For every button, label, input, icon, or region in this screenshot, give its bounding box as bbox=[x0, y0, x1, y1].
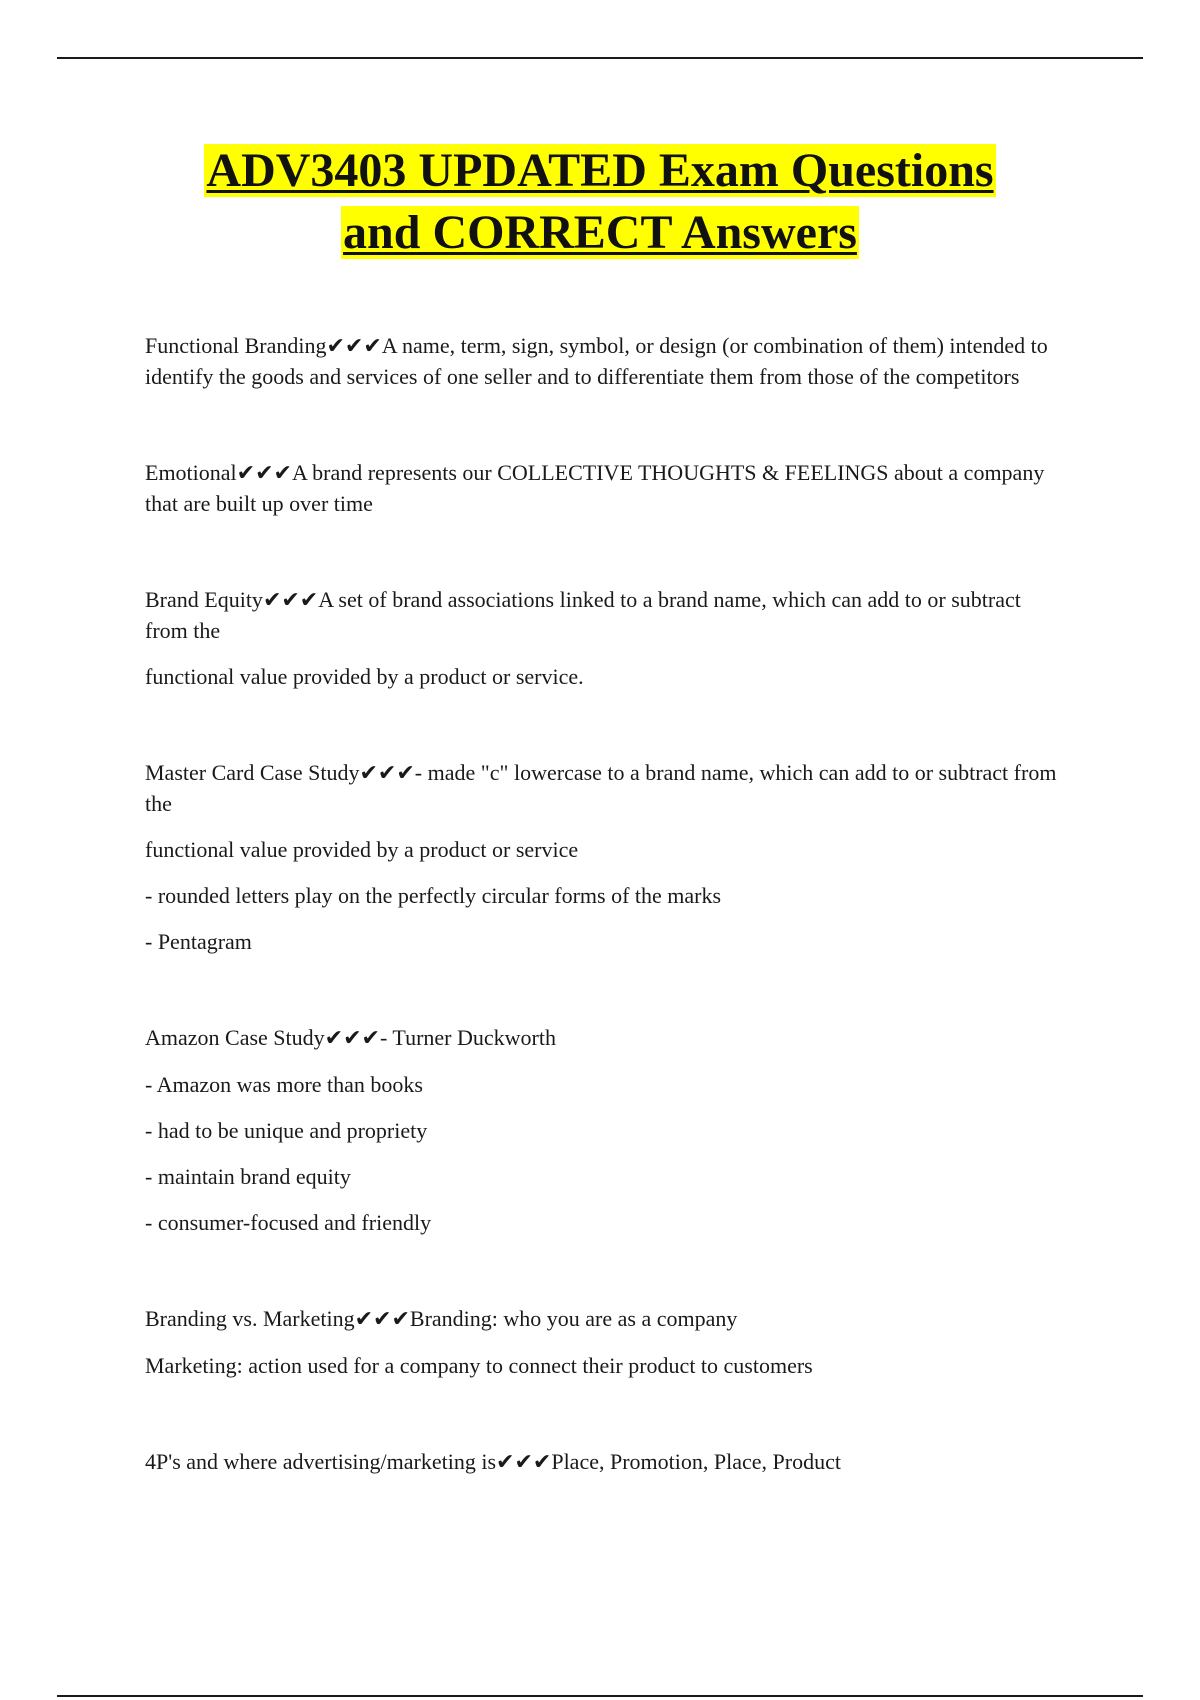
qa-line: - maintain brand equity bbox=[145, 1164, 351, 1189]
qa-entry-brand-equity bbox=[145, 585, 1060, 692]
qa-line bbox=[145, 458, 1060, 519]
qa-answer: - Turner Duckworth bbox=[379, 1025, 556, 1050]
qa-line bbox=[145, 331, 1060, 392]
qa-answer: A name, term, sign, symbol, or design (or combination of them) intended to identify the goods and services of one seller and to differentiate them from those of the competitors bbox=[145, 333, 1048, 389]
qa-line: - consumer-focused and friendly bbox=[145, 1210, 432, 1235]
qa-line: Marketing: action used for a company to connect their product to customers bbox=[145, 1353, 813, 1378]
qa-answer: Branding: who you are as a company bbox=[409, 1306, 738, 1331]
qa-line bbox=[145, 758, 1060, 819]
qa-term: Master Card Case Study bbox=[145, 760, 360, 785]
qa-entry-master-card bbox=[145, 758, 1060, 957]
qa-answer: Place, Promotion, Place, Product bbox=[551, 1449, 841, 1474]
qa-entry-branding-vs-marketing bbox=[145, 1304, 1060, 1381]
checkmark-icon: ✔✔✔ bbox=[324, 1026, 380, 1051]
qa-term: Brand Equity bbox=[145, 587, 263, 612]
title-line-2: and CORRECT Answers bbox=[343, 206, 857, 259]
qa-term: Emotional bbox=[145, 460, 237, 485]
qa-line: functional value provided by a product or service. bbox=[145, 664, 584, 689]
qa-term: Functional Branding bbox=[145, 333, 327, 358]
checkmark-icon: ✔✔✔ bbox=[236, 461, 292, 486]
qa-line bbox=[145, 1023, 1060, 1054]
qa-line bbox=[145, 1447, 1060, 1478]
bottom-rule bbox=[57, 1695, 1143, 1697]
checkmark-icon: ✔✔✔ bbox=[354, 1307, 410, 1332]
qa-entry-amazon bbox=[145, 1023, 1060, 1238]
document-body bbox=[145, 331, 1060, 1478]
qa-answer: A brand represents our COLLECTIVE THOUGHTS & FEELINGS about a company that are built up over time bbox=[145, 460, 1045, 516]
qa-line: - had to be unique and propriety bbox=[145, 1118, 428, 1143]
title-line-1: ADV3403 UPDATED Exam Questions bbox=[206, 144, 994, 197]
qa-answer: - made "c" lowercase to a brand name, which can add to or subtract from the bbox=[145, 760, 1057, 816]
qa-entry-4ps bbox=[145, 1447, 1060, 1478]
top-rule bbox=[57, 57, 1143, 59]
qa-entry-emotional bbox=[145, 458, 1060, 519]
qa-term: Amazon Case Study bbox=[145, 1025, 325, 1050]
checkmark-icon: ✔✔✔ bbox=[496, 1450, 552, 1475]
qa-answer: A set of brand associations linked to a brand name, which can add to or subtract from the bbox=[145, 587, 1021, 643]
qa-line bbox=[145, 1304, 1060, 1335]
qa-line: functional value provided by a product or service bbox=[145, 837, 579, 862]
document-title bbox=[0, 140, 1200, 264]
checkmark-icon: ✔✔✔ bbox=[359, 761, 415, 786]
qa-line: - rounded letters play on the perfectly circular forms of the marks bbox=[145, 883, 722, 908]
checkmark-icon: ✔✔✔ bbox=[326, 334, 382, 359]
qa-line bbox=[145, 585, 1060, 646]
qa-term: 4P's and where advertising/marketing is bbox=[145, 1449, 497, 1474]
qa-term: Branding vs. Marketing bbox=[145, 1306, 355, 1331]
qa-line: - Pentagram bbox=[145, 929, 252, 954]
qa-entry-functional-branding bbox=[145, 331, 1060, 392]
checkmark-icon: ✔✔✔ bbox=[262, 588, 319, 613]
qa-line: - Amazon was more than books bbox=[145, 1072, 423, 1097]
